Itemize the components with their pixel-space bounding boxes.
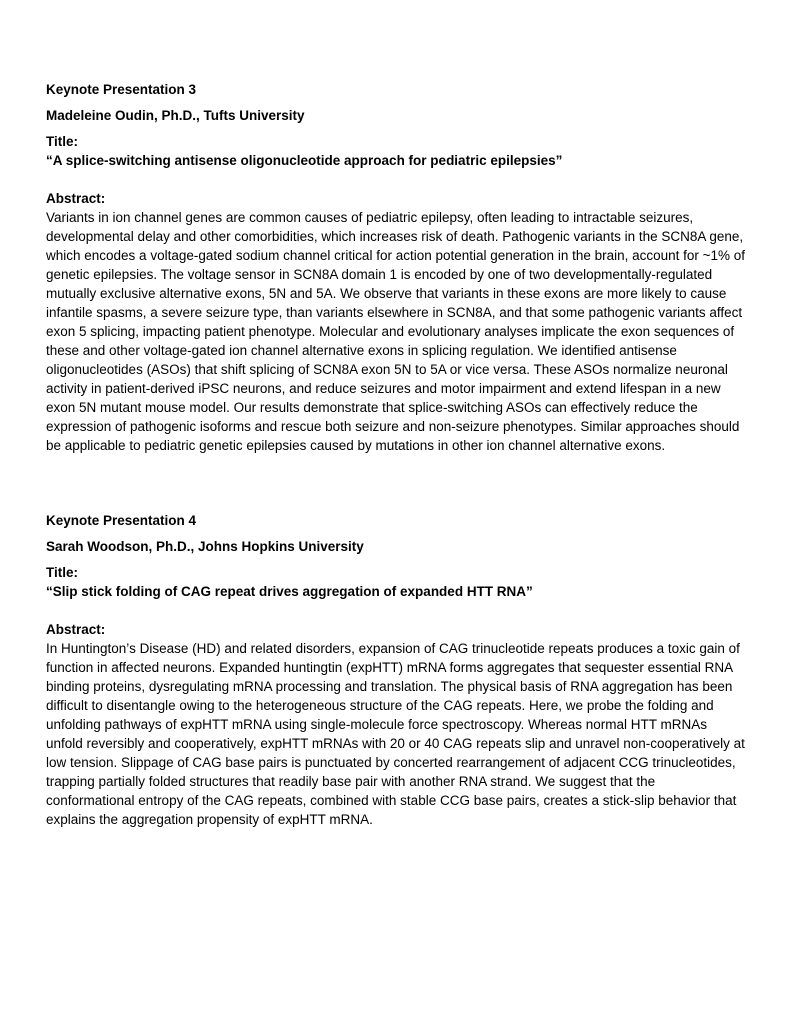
section-divider-space	[46, 493, 746, 511]
abstract-text: In Huntington’s Disease (HD) and related disorders, expansion of CAG trinucleotide repeats produces a toxic gain of function in affected neurons. Expanded huntingtin (expHTT) mRNA forms aggregates that sequester essential RNA binding proteins, dysregulating mRNA processing and translation. The physical basis of RNA aggregation has been difficult to disentangle owing to the heterogeneous structure of the CAG repeats. Here, we probe the folding and unfolding pathways of expHTT mRNA using single-molecule force spectroscopy. Whereas normal HTT mRNAs unfold reversibly and cooperatively, expHTT mRNAs with 20 or 40 CAG repeats slip and unravel non-cooperatively at low tension. Slippage of CAG base pairs is punctuated by concerted rearrangement of adjacent CCG trinucleotides, trapping partially folded structures that readily base pair with another RNA strand. We suggest that the conformational entropy of the CAG repeats, combined with stable CCG base pairs, creates a stick-slip behavior that explains the aggregation propensity of expHTT mRNA.	[46, 641, 745, 827]
title-block	[46, 132, 746, 170]
title-block	[46, 563, 746, 601]
speaker-name: Sarah Woodson, Ph.D., Johns Hopkins University	[46, 539, 364, 554]
title-label: Title:	[46, 134, 79, 149]
presentation-heading: Keynote Presentation 3	[46, 82, 197, 97]
keynote-section-4	[46, 511, 746, 829]
presentation-title: “A splice-switching antisense oligonucleotide approach for pediatric epilepsies”	[46, 153, 563, 168]
abstract-text: Variants in ion channel genes are common causes of pediatric epilepsy, often leading to intractable seizures, developmental delay and other comorbidities, which increases risk of death. Pathogenic variants in the SCN8A gene, which encodes a voltage-gated sodium channel critical for action potential generation in the brain, account for ~1% of genetic epilepsies. The voltage sensor in SCN8A domain 1 is encoded by one of two developmentally-regulated mutually exclusive alternative exons, 5N and 5A. We observe that variants in these exons are more likely to cause infantile spasms, a severe seizure type, than variants elsewhere in SCN8A, and that some pathogenic variants affect exon 5 splicing, impacting patient phenotype. Molecular and evolutionary analyses implicate the exon sequences of these and other voltage-gated ion channel alternative exons in splicing regulation. We identified antisense oligonucleotides (ASOs) that shift splicing of SCN8A exon 5N to 5A or vice versa. These ASOs normalize neuronal activity in patient-derived iPSC neurons, and reduce seizures and motor impairment and extend lifespan in a new exon 5N mutant mouse model. Our results demonstrate that splice-switching ASOs can effectively reduce the expression of pathogenic isoforms and rescue both seizure and non-seizure phenotypes. Similar approaches should be applicable to pediatric genetic epilepsies caused by mutations in other ion channel alternative exons.	[46, 210, 746, 453]
abstract-label: Abstract:	[46, 622, 106, 637]
speaker-name: Madeleine Oudin, Ph.D., Tufts University	[46, 108, 305, 123]
presentation-title: “Slip stick folding of CAG repeat drives aggregation of expanded HTT RNA”	[46, 584, 533, 599]
keynote-section-3	[46, 80, 746, 455]
abstract-block	[46, 620, 746, 829]
abstract-label: Abstract:	[46, 191, 106, 206]
abstract-block	[46, 189, 746, 455]
presentation-heading: Keynote Presentation 4	[46, 513, 197, 528]
title-label: Title:	[46, 565, 79, 580]
